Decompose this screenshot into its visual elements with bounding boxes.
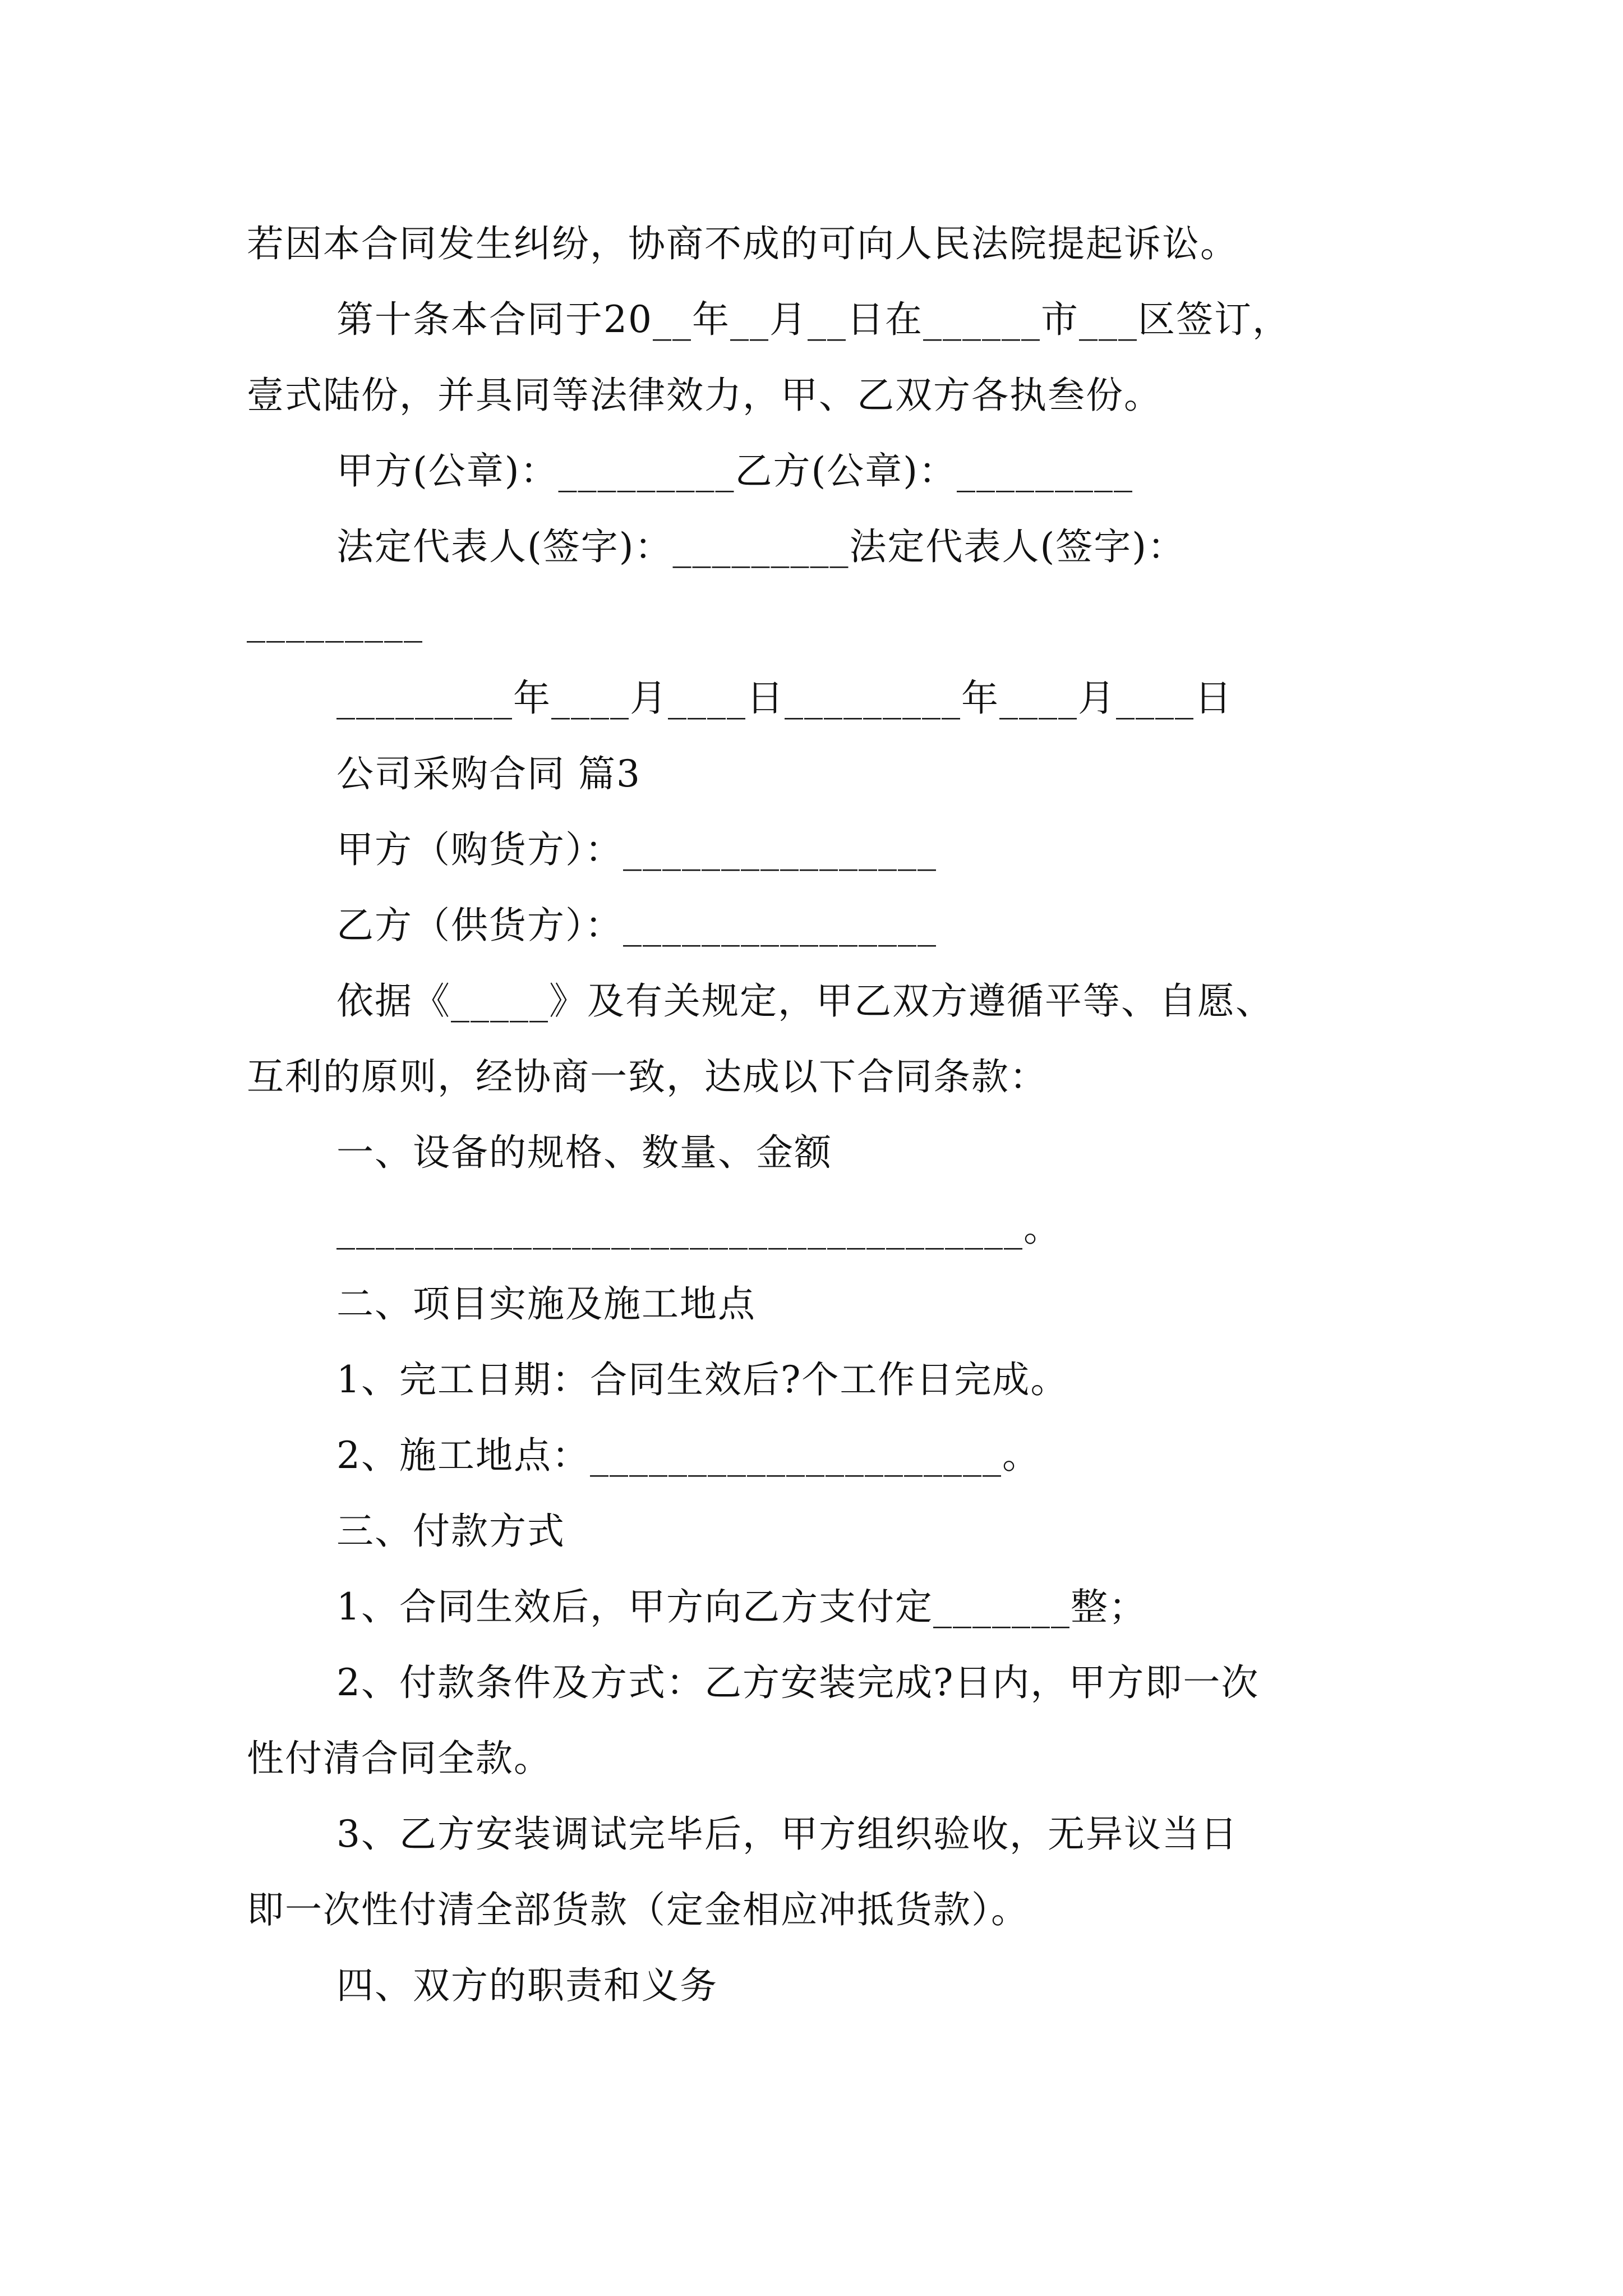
paragraph-basis-cont: 互利的原则，经协商一致，达成以下合同条款：	[247, 1055, 1048, 1098]
signature-representative-line: 法定代表人(签字)：_________法定代表人(签字)：	[336, 525, 1186, 568]
signature-seal-line: 甲方(公章)：_________乙方(公章)：_________	[336, 449, 1133, 493]
paragraph-copies: 壹式陆份，并具同等法律效力，甲、乙双方各执叁份。	[247, 374, 1162, 417]
item-acceptance-cont: 即一次性付清全部货款（定金相应冲抵货款）。	[247, 1888, 1029, 1931]
signature-blank: _________	[247, 600, 423, 643]
item-deposit: 1、合同生效后，甲方向乙方支付定_______整；	[336, 1585, 1147, 1628]
paragraph-article-ten: 第十条本合同于20__年__月__日在______市___区签订，	[336, 298, 1290, 341]
equipment-blank-line: ___________________________________。	[336, 1207, 1062, 1250]
heading-payment: 三、付款方式	[336, 1510, 565, 1553]
item-payment-terms-cont: 性付清合同全款。	[247, 1737, 552, 1780]
heading-equipment: 一、设备的规格、数量、金额	[336, 1131, 832, 1174]
heading-implementation: 二、项目实施及施工地点	[336, 1282, 756, 1326]
paragraph-basis: 依据《_____》及有关规定，甲乙双方遵循平等、自愿、	[336, 979, 1274, 1023]
party-b-line: 乙方（供货方）：________________	[336, 904, 937, 947]
item-acceptance: 3、乙方安装调试完毕后，甲方组织验收，无异议当日	[336, 1812, 1238, 1856]
heading-duties: 四、双方的职责和义务	[336, 1964, 718, 2007]
signature-date-line: _________年____月____日_________年____月____日	[336, 677, 1233, 720]
item-payment-terms: 2、付款条件及方式：乙方安装完成?日内，甲方即一次	[336, 1661, 1260, 1704]
item-construction-site: 2、施工地点：_____________________。	[336, 1434, 1040, 1477]
party-a-line: 甲方（购货方）：________________	[336, 828, 937, 871]
section-title: 公司采购合同 篇3	[336, 752, 641, 795]
item-completion-date: 1、完工日期：合同生效后?个工作日完成。	[336, 1358, 1069, 1401]
paragraph-dispute-resolution: 若因本合同发生纠纷，协商不成的可向人民法院提起诉讼。	[247, 222, 1238, 265]
